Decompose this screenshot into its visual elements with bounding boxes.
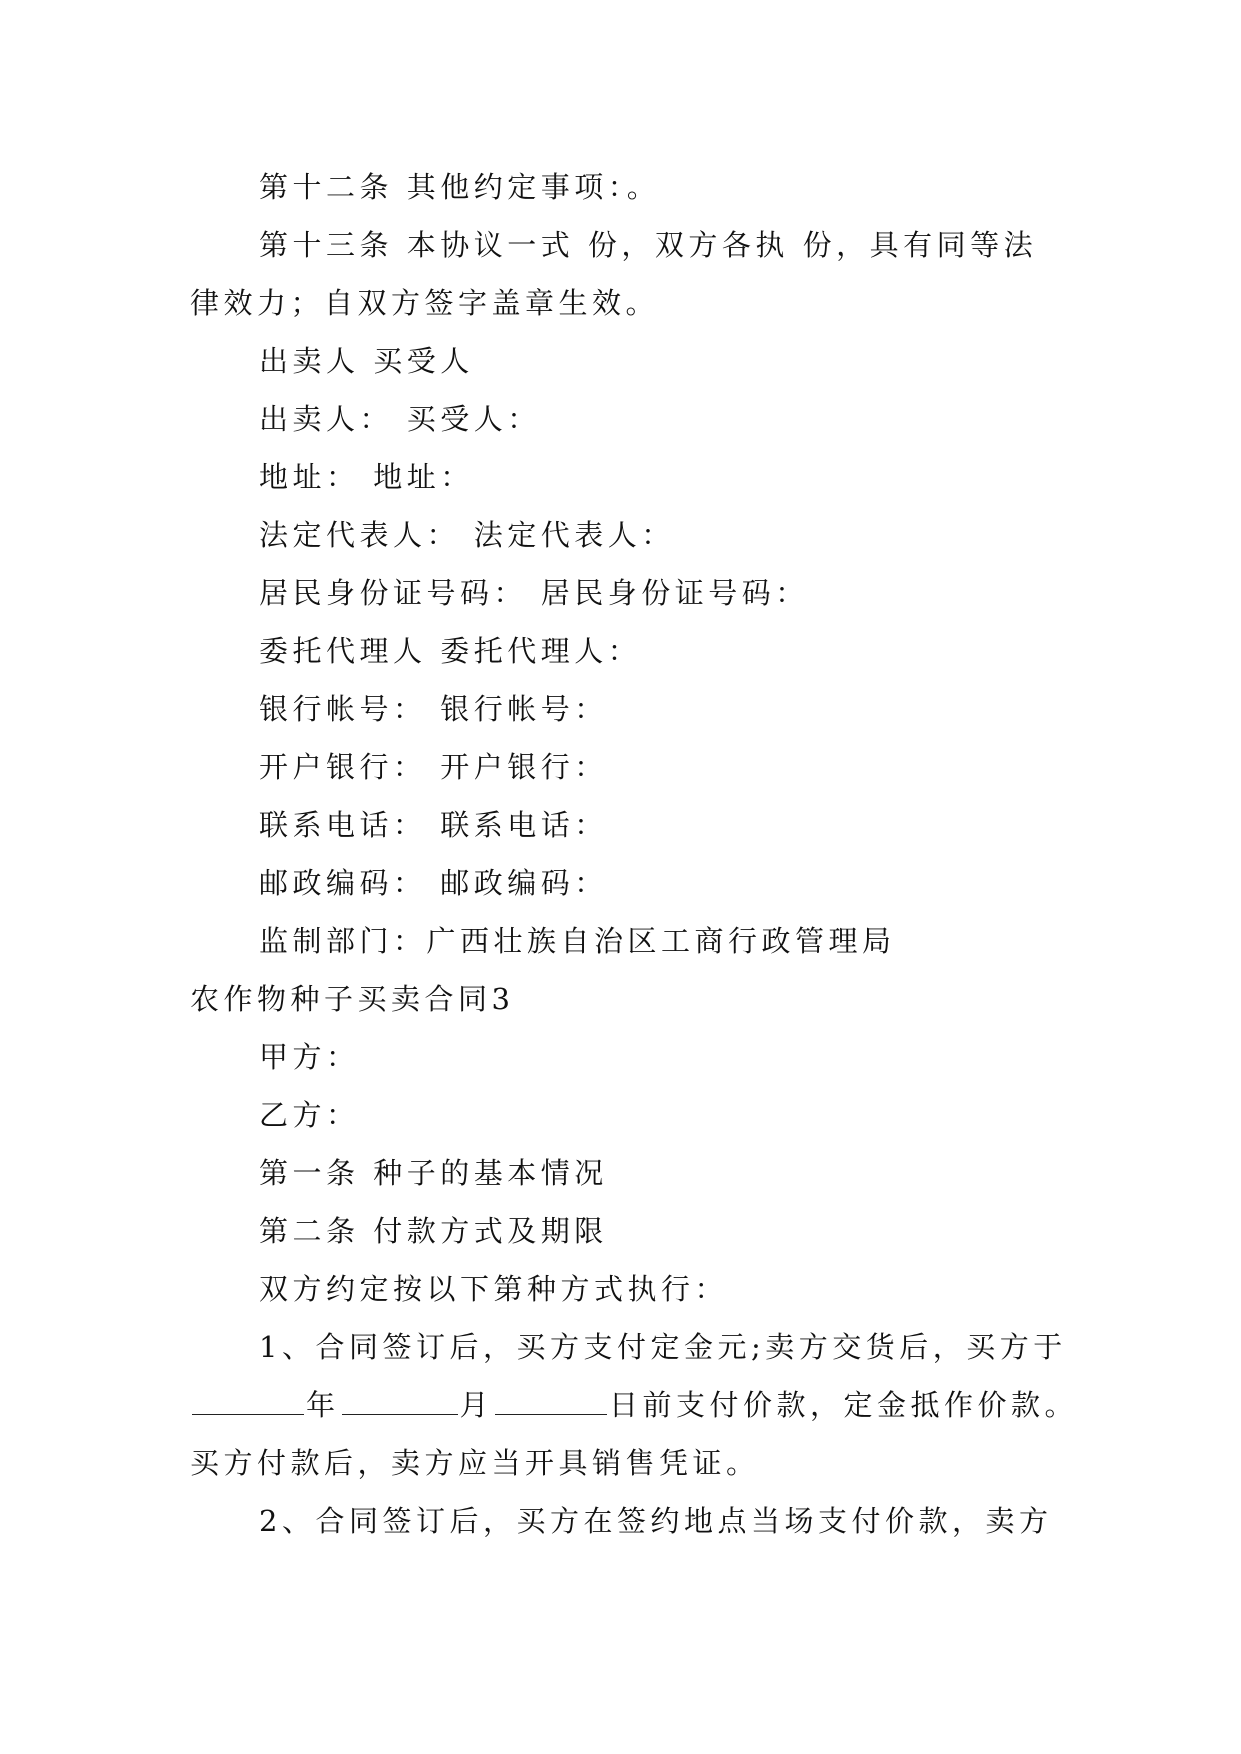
- year-blank: [192, 1388, 304, 1415]
- payment-method-intro: 双方约定按以下第种方式执行：: [259, 1272, 729, 1306]
- clause-13-continued: 律效力；自双方签字盖章生效。: [190, 286, 660, 320]
- payment-option-2: 2、合同签订后，买方在签约地点当场支付价款，卖方: [259, 1504, 1053, 1538]
- agent-label: 委托代理人 委托代理人：: [259, 634, 642, 668]
- month-label: 月: [459, 1388, 494, 1422]
- article-2-heading: 第二条 付款方式及期限: [259, 1214, 608, 1248]
- year-label: 年: [306, 1388, 340, 1422]
- party-b-label: 乙方：: [259, 1098, 360, 1132]
- payment-option-1-continued: 买方付款后，卖方应当开具销售凭证。: [190, 1446, 760, 1480]
- address-label: 地址： 地址：: [259, 460, 474, 494]
- bank-name-label: 开户银行： 开户银行：: [259, 750, 608, 784]
- party-a-label: 甲方：: [259, 1040, 360, 1074]
- month-blank: [342, 1388, 458, 1415]
- payment-option-1: 1、合同签订后，买方支付定金元;卖方交货后，买方于: [259, 1330, 1067, 1364]
- supervising-department: 监制部门：广西壮族自治区工商行政管理局: [259, 924, 896, 958]
- phone-label: 联系电话： 联系电话：: [259, 808, 608, 842]
- section-title: 农作物种子买卖合同3: [190, 982, 515, 1016]
- clause-13: 第十三条 本协议一式 份，双方各执 份，具有同等法: [259, 228, 1038, 262]
- postal-code-label: 邮政编码： 邮政编码：: [259, 866, 608, 900]
- bank-account-label: 银行帐号： 银行帐号：: [259, 692, 608, 726]
- legal-representative-label: 法定代表人： 法定代表人：: [259, 518, 675, 552]
- payment-date-line: [190, 1385, 1078, 1425]
- id-number-label: 居民身份证号码： 居民身份证号码：: [259, 576, 809, 610]
- seller-buyer-label: 出卖人： 买受人：: [259, 402, 541, 436]
- day-blank: [495, 1388, 607, 1415]
- signature-header: 出卖人 买受人: [259, 344, 474, 378]
- payment-date-rest: 日前支付价款，定金抵作价款。: [609, 1388, 1079, 1422]
- clause-12: 第十二条 其他约定事项：。: [259, 170, 661, 204]
- article-1-heading: 第一条 种子的基本情况: [259, 1156, 608, 1190]
